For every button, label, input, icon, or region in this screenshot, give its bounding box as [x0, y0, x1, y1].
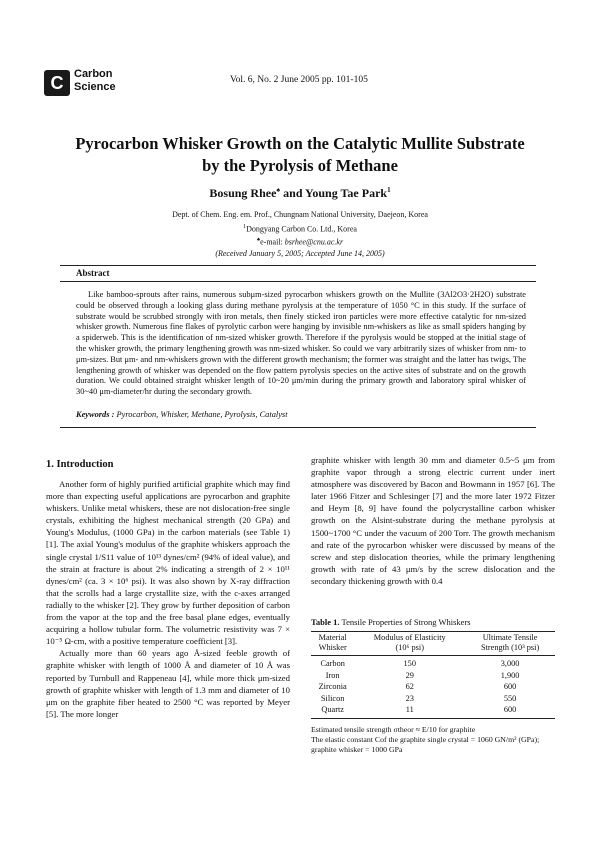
table-note-2: The elastic constant Cof the graphite single crystal = 1060 GN/m² (GPa); graphite whisker = 1000 GPa	[311, 735, 540, 754]
abstract-heading: Abstract	[76, 268, 110, 278]
cell-modulus: 29	[405, 670, 414, 680]
table-row	[311, 681, 555, 693]
author-1: Bosung Rhee	[209, 186, 277, 200]
abstract-heading-rule	[60, 281, 536, 282]
cell-modulus: 11	[354, 704, 465, 718]
cell-material: Quartz	[311, 704, 354, 718]
col-header-material	[311, 632, 354, 656]
cell-strength: 600	[465, 704, 555, 718]
col-header-strength	[465, 632, 555, 656]
journal-name-line1: Carbon	[74, 68, 113, 80]
abstract-body: Like bamboo-sprouts after rains, numerous subμm-sized pyrocarbon whiskers growth on the Mullite (3Al2O3·2H2O) substrate could be observed through a looking glass during methane pyrolysis at the temperature of 1050 °C in this study. If the surface of substrate would be scrubbed strongly with iron metals, then finely sticked iron particles were more effective catalytic for nm-sized whisker growth. Numerous fine flakes of pyrolytic carbon were hanging by invisible nm-whiskers as like as small spiders hanging by a spiderweb. This is the identification of nm-sized whisker growth. Therefore if the pyrolysis would be stopped at the initial stage of the whisker growth, the primary lengthening growth was nm-sized whisker. So could we vary arbitrarily sizes of whisker from nm- to μm-sizes. But μm- and nm-whiskers grown with the different growth mechanism; the former was straight and the latter has twigs, The lengthening growth of whisker was depended on the flow pattern pyrolysis species on the active sites of substrate and on the growth duration. We could obtained straight whisker length of 10~20 μm/min during the primary growth and laboratory spiral whisker of 30~40 μm-diameter/hr during the secondary growth.	[76, 290, 526, 397]
abstract-top-rule	[60, 265, 536, 266]
table-row	[311, 693, 555, 705]
table-notes	[311, 725, 555, 755]
left-column	[46, 478, 290, 720]
col-header-material-2: Whisker	[318, 643, 347, 652]
affiliation-mark: 1	[387, 186, 391, 194]
email-address[interactable]: bsrhee@cnu.ac.kr	[284, 237, 344, 247]
intro-paragraph-1: Another form of highly purified artificial graphite which may find more than expecting useful applications are pyrocarbon and graphite whiskers. Unlike metal whiskers, these are not dislocation-free single crystals, exhibiting the highest mechanical strength (20 GPa) and Young's Modulus, (1000 GPa) in the carbon materials (see Table 1) [1]. The axial Young's modulus of the graphite whiskers approach the single crystal 1/S11 value of 10¹³ dynes/cm² (94% of ideal value), and the strain at fracture is about 2% indicating a strength of 2 × 10¹¹ dynes/cm² (ca. 3 × 10⁶ psi). It was also shown by X-ray diffraction that the scrolls had a large crystallite size, with the c-axes arranged radially to the whisker [2]. They grow by further deposition of carbon from the vapor at the top and the free basal plane edges, eventually acquiring a hollow tubular form. The volumetric resistivity was 7 × 10⁻⁵ Ω-cm, with a positive temperature coefficient [3].	[46, 479, 290, 647]
cell-strength: 600	[503, 682, 517, 692]
journal-name-line2: Science	[74, 81, 116, 93]
journal-logo-icon: C	[44, 70, 70, 96]
keywords	[76, 410, 288, 419]
col-header-strength-1: Ultimate Tensile	[482, 633, 538, 642]
cell-modulus: 23	[405, 693, 414, 703]
authors	[0, 186, 600, 201]
table-row	[311, 656, 555, 670]
affiliation-line2-text: Dongyang Carbon Co. Ltd., Korea	[246, 224, 357, 234]
email-label: e-mail:	[260, 237, 285, 247]
cell-material: Silicon	[320, 693, 345, 703]
keywords-label: Keywords :	[76, 410, 117, 419]
col-header-modulus-2: (10⁶ psi)	[395, 643, 424, 652]
cell-strength: 3,000	[500, 659, 520, 668]
col-header-strength-2: Strength (10³ psi)	[480, 643, 540, 652]
authors-and: and	[280, 186, 306, 200]
email-mark: ♠	[256, 237, 261, 243]
intro-paragraph-2: Actually more than 60 years ago Å-sized feeble growth of graphite whisker with length of 1000 Å and diameter of 10 Å was reported by Turnbull and Rappeneau [4], while more thick μm-sized growth of graphite whisker with length of 1.3 mm and diameter of 10 μm on the graphite fiber heated to 2500 °C was reported by Meyer [5]. The more longer	[46, 648, 290, 719]
cell-modulus: 150	[403, 659, 416, 668]
table-caption-text: Tensile Properties of Strong Whiskers	[339, 617, 471, 627]
volume-info: Vol. 6, No. 2 June 2005 pp. 101-105	[230, 75, 368, 85]
cell-material: Zirconia	[318, 682, 347, 692]
keywords-text: Pyrocarbon, Whisker, Methane, Pyrolysis, Catalyst	[116, 410, 288, 419]
table-note-1: Estimated tensile strength σtheor ≈ E/10 for graphite	[311, 725, 476, 734]
title-line1: Pyrocarbon Whisker Growth on the Catalytic Mullite Substrate	[75, 134, 525, 153]
journal-name	[74, 68, 116, 94]
table-row	[311, 704, 555, 718]
col-header-modulus	[354, 632, 465, 656]
affiliation-line1: Dept. of Chem. Eng. em. Prof., Chungnam National University, Daejeon, Korea	[172, 210, 428, 219]
table-caption	[311, 617, 471, 627]
affiliation-line2-sup: 1	[243, 224, 247, 230]
right-column	[311, 454, 555, 587]
abstract-bottom-rule	[60, 427, 536, 428]
section-heading-introduction: 1. Introduction	[46, 459, 114, 470]
tensile-properties-table	[311, 631, 555, 719]
cell-material: Carbon	[320, 659, 345, 668]
author-2: Young Tae Park	[305, 186, 388, 200]
cell-modulus: 62	[405, 682, 414, 692]
title-line2: by the Pyrolysis of Methane	[202, 156, 398, 175]
corresponding-mark: ♠	[276, 186, 281, 194]
col-header-modulus-1: Modulus of Elasticity	[373, 633, 446, 642]
received-dates: (Received January 5, 2005; Accepted June 14, 2005)	[215, 249, 385, 258]
table-header-row	[311, 632, 555, 656]
paper-title	[60, 133, 540, 177]
table-row	[311, 670, 555, 682]
cell-strength: 550	[503, 693, 517, 703]
cell-material: Iron	[325, 670, 340, 680]
intro-paragraph-3: graphite whisker with length 30 mm and diameter 0.5~5 μm from graphite vapor through a strong electric current under inert atmosphere was discovered by Bacon and Bowmann in 1957 [6]. The later 1966 Fitzer and Schlesinger [7] and the more later 1972 Fitzer and Heym [8, 9] have found the polycrystalline carbon whisker growth on the Alsint-substrate during the methane pyrolysis at 1500~1700 °C under the vacuum of 200 Torr. The growth mechanism and rate of the pyrocarbon whisker were discussed by means of the screw and step dislocation theories, while the primary lengthening growth with rate of 43 μm/s by the screw dislocation and the secondary thickening growth with 0.4	[311, 455, 555, 586]
table-caption-label: Table 1.	[311, 617, 340, 627]
col-header-material-1: Material	[318, 633, 347, 642]
cell-strength: 1,900	[500, 670, 520, 680]
